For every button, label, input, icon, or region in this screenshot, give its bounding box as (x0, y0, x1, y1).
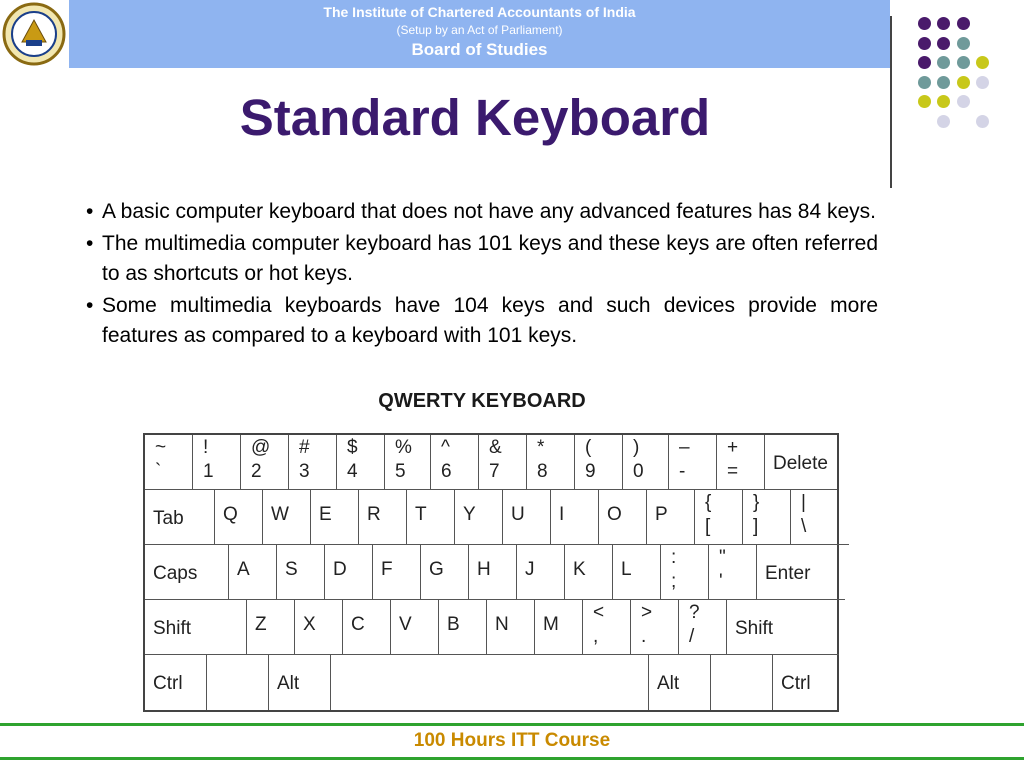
keyboard-key (439, 600, 487, 655)
key-label: R (367, 504, 381, 525)
keyboard-key (623, 435, 669, 490)
keyboard-key (431, 435, 479, 490)
key-label: Shift (735, 618, 774, 639)
header-divider (890, 16, 892, 188)
decorative-dot (957, 95, 970, 108)
keyboard-key (343, 600, 391, 655)
key-shift-symbol: " (719, 547, 726, 568)
keyboard-key (791, 490, 849, 545)
key-label: W (271, 504, 289, 525)
key-label: Ctrl (153, 673, 183, 694)
decorative-dot (957, 17, 970, 30)
keyboard-key (727, 600, 839, 655)
key-label: S (285, 559, 298, 580)
decorative-dot (937, 37, 950, 50)
bullet-item: • The multimedia computer keyboard has 101 keys and these keys are often referred to as shortcuts or hot keys. (86, 229, 878, 289)
keyboard-row (145, 545, 845, 600)
key-shift-symbol: ) (633, 437, 640, 458)
keyboard-key (709, 545, 757, 600)
key-shift-symbol: { (705, 492, 712, 513)
keyboard-key (599, 490, 647, 545)
institute-setup: (Setup by an Act of Parliament) (396, 23, 563, 37)
keyboard-key (277, 545, 325, 600)
key-shift-symbol: : (671, 547, 677, 568)
key-base-symbol: 6 (441, 461, 452, 482)
decorative-dot (918, 17, 931, 30)
key-shift-symbol: } (753, 492, 760, 513)
bullet-item: • A basic computer keyboard that does not have any advanced features has 84 keys. (86, 197, 878, 227)
decorative-dot (918, 56, 931, 69)
key-shift-symbol: * (537, 437, 545, 458)
keyboard-key (717, 435, 765, 490)
keyboard-key (331, 655, 649, 710)
institute-name: The Institute of Chartered Accountants of India (323, 4, 636, 20)
keyboard-row (145, 655, 833, 710)
keyboard-key (679, 600, 727, 655)
key-label: N (495, 614, 509, 635)
key-shift-symbol: ? (689, 602, 700, 623)
keyboard-key (337, 435, 385, 490)
key-label: Delete (773, 453, 828, 474)
key-label: Shift (153, 618, 192, 639)
keyboard-key (757, 545, 845, 600)
keyboard-row (145, 600, 839, 655)
keyboard-row (145, 490, 849, 545)
key-label: B (447, 614, 460, 635)
decorative-dot (918, 37, 931, 50)
key-label: G (429, 559, 444, 580)
keyboard-key (469, 545, 517, 600)
decorative-dot (976, 56, 989, 69)
key-label: L (621, 559, 632, 580)
key-base-symbol: ' (719, 571, 723, 592)
keyboard-key (487, 600, 535, 655)
key-label: H (477, 559, 491, 580)
key-shift-symbol: $ (347, 437, 358, 458)
keyboard-key (263, 490, 311, 545)
key-base-symbol: 7 (489, 461, 500, 482)
key-shift-symbol: ( (585, 437, 592, 458)
decorative-dot (937, 17, 950, 30)
decorative-dot (937, 115, 950, 128)
key-shift-symbol: < (593, 602, 605, 623)
keyboard-key (661, 545, 709, 600)
key-base-symbol: 1 (203, 461, 214, 482)
keyboard-key (145, 600, 247, 655)
keyboard-key (193, 435, 241, 490)
keyboard-key (145, 435, 193, 490)
keyboard-key (613, 545, 661, 600)
keyboard-key (695, 490, 743, 545)
key-base-symbol: 2 (251, 461, 262, 482)
key-shift-symbol: # (299, 437, 310, 458)
key-label: Alt (277, 673, 300, 694)
decorative-dot (937, 95, 950, 108)
keyboard-key (535, 600, 583, 655)
key-base-symbol: ] (753, 516, 759, 537)
key-label: Enter (765, 563, 811, 584)
decorative-dot (918, 95, 931, 108)
key-label: Tab (153, 508, 184, 529)
key-shift-symbol: – (679, 437, 690, 458)
key-label: V (399, 614, 412, 635)
keyboard-key (247, 600, 295, 655)
keyboard-key (743, 490, 791, 545)
footer-course: 100 Hours ITT Course (413, 730, 611, 751)
icai-logo-icon (2, 2, 66, 66)
keyboard-key (145, 545, 229, 600)
key-base-symbol: = (727, 461, 739, 482)
key-shift-symbol: > (641, 602, 653, 623)
key-label: Alt (657, 673, 680, 694)
keyboard-key (325, 545, 373, 600)
key-base-symbol: 4 (347, 461, 358, 482)
header-band (69, 0, 890, 68)
key-shift-symbol: ^ (441, 437, 450, 458)
key-shift-symbol: | (801, 492, 806, 513)
keyboard-key (289, 435, 337, 490)
page-title: Standard Keyboard (239, 89, 711, 146)
key-label: J (525, 559, 535, 580)
keyboard-key (503, 490, 551, 545)
key-base-symbol: 0 (633, 461, 644, 482)
key-shift-symbol: + (727, 437, 739, 458)
keyboard-key (575, 435, 623, 490)
keyboard-key (269, 655, 331, 710)
key-label: Q (223, 504, 238, 525)
decorative-dot (937, 56, 950, 69)
keyboard-key (407, 490, 455, 545)
key-label: F (381, 559, 393, 580)
bullet-list (86, 197, 878, 353)
key-label: M (543, 614, 559, 635)
decorative-dot (918, 76, 931, 89)
keyboard-key (391, 600, 439, 655)
key-base-symbol: 9 (585, 461, 596, 482)
decorative-dot (957, 37, 970, 50)
keyboard-key (711, 655, 773, 710)
keyboard-key (517, 545, 565, 600)
key-base-symbol: 5 (395, 461, 406, 482)
key-base-symbol: \ (801, 516, 807, 537)
key-label: E (319, 504, 332, 525)
keyboard-key (295, 600, 343, 655)
keyboard-key (583, 600, 631, 655)
key-label: Z (255, 614, 267, 635)
bullet-item: • Some multimedia keyboards have 104 keys and such devices provide more features as compared to a keyboard with 101 keys. (86, 291, 878, 351)
key-base-symbol: 3 (299, 461, 310, 482)
keyboard-key (359, 490, 407, 545)
decorative-dot (937, 76, 950, 89)
key-base-symbol: , (593, 626, 599, 647)
key-base-symbol: 8 (537, 461, 548, 482)
keyboard-key (527, 435, 575, 490)
keyboard-key (145, 490, 215, 545)
keyboard-key (385, 435, 431, 490)
keyboard-key (669, 435, 717, 490)
decorative-dot (957, 56, 970, 69)
keyboard-key (145, 655, 207, 710)
key-base-symbol: ` (155, 461, 162, 482)
keyboard-key (421, 545, 469, 600)
key-base-symbol: - (679, 461, 686, 482)
key-label: A (237, 559, 250, 580)
footer-rule-bottom (0, 757, 1024, 760)
board-of-studies: Board of Studies (411, 40, 548, 59)
key-shift-symbol: @ (251, 437, 271, 458)
keyboard-key (565, 545, 613, 600)
decorative-dot (976, 115, 989, 128)
key-label: X (303, 614, 316, 635)
key-label: D (333, 559, 347, 580)
key-label: I (559, 504, 565, 525)
keyboard-title: QWERTY KEYBOARD (378, 390, 586, 412)
key-base-symbol: / (689, 626, 695, 647)
keyboard-key (773, 655, 833, 710)
keyboard-key (647, 490, 695, 545)
key-base-symbol: [ (705, 516, 711, 537)
key-shift-symbol: & (489, 437, 502, 458)
key-label: Y (463, 504, 476, 525)
keyboard-row (145, 435, 837, 490)
key-base-symbol: ; (671, 571, 677, 592)
key-label: C (351, 614, 365, 635)
key-label: Caps (153, 563, 198, 584)
key-shift-symbol: ! (203, 437, 209, 458)
decorative-dot (957, 76, 970, 89)
keyboard-key (215, 490, 263, 545)
keyboard-key (311, 490, 359, 545)
key-shift-symbol: % (395, 437, 412, 458)
footer-rule-top (0, 723, 1024, 726)
decorative-dot (976, 76, 989, 89)
key-label: T (415, 504, 427, 525)
key-label: O (607, 504, 622, 525)
keyboard-key (649, 655, 711, 710)
keyboard-key (479, 435, 527, 490)
keyboard-key (455, 490, 503, 545)
keyboard-key (551, 490, 599, 545)
key-label: P (655, 504, 668, 525)
keyboard-key (207, 655, 269, 710)
key-label: Ctrl (781, 673, 811, 694)
key-shift-symbol: ~ (155, 437, 167, 458)
key-base-symbol: . (641, 626, 647, 647)
qwerty-keyboard-diagram (143, 433, 839, 712)
keyboard-key (373, 545, 421, 600)
key-label: U (511, 504, 525, 525)
key-label: K (573, 559, 586, 580)
keyboard-key (229, 545, 277, 600)
keyboard-key (241, 435, 289, 490)
keyboard-key (765, 435, 837, 490)
keyboard-key (631, 600, 679, 655)
